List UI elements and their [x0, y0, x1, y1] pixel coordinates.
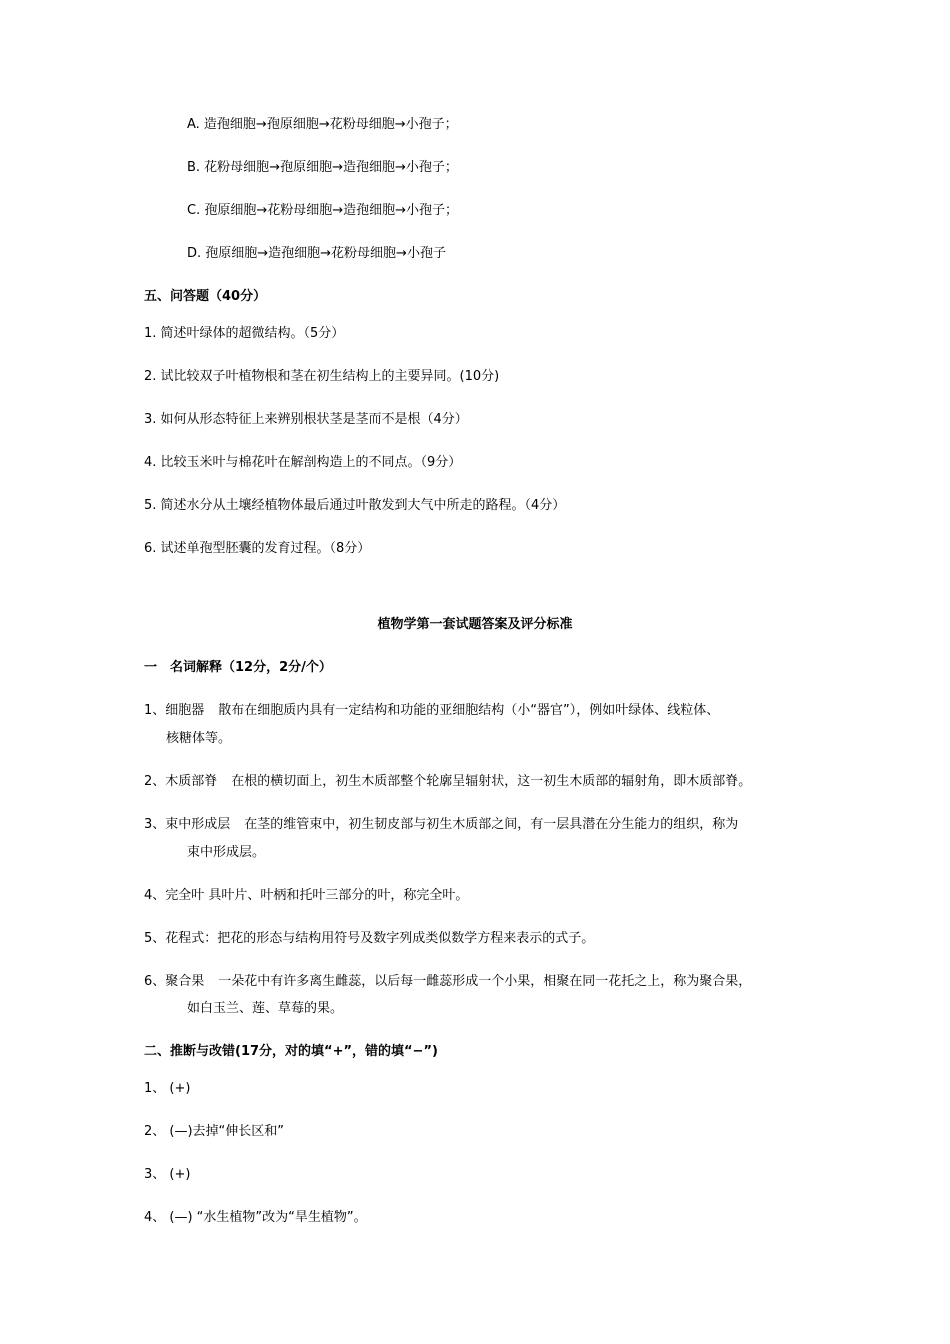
- option-c: C. 孢原细胞→花粉母细胞→造孢细胞→小孢子；: [187, 203, 459, 218]
- answer-term-3-cont: 束中形成层。: [187, 845, 266, 860]
- answers-title: 植物学第一套试题答案及评分标准: [377, 617, 573, 632]
- question-4: 4. 比较玉米叶与棉花叶在解剖构造上的不同点。（9分）: [144, 455, 462, 470]
- term-label: 3、束中形成层: [144, 817, 231, 832]
- answer-term-1: [144, 702, 719, 720]
- answer-term-4: [144, 887, 468, 905]
- term-definition: 具叶片、叶柄和托叶三部分的叶，称完全叶。: [208, 888, 469, 903]
- term-definition: 把花的形态与结构用符号及数字列成类似数学方程来表示的式子。: [217, 931, 595, 946]
- term-label: 1、细胞器: [144, 703, 205, 718]
- question-2: 2. 试比较双子叶植物根和茎在初生结构上的主要异同。(10分): [144, 369, 500, 384]
- section-heading-judge: 二、推断与改错(17分，对的填“+”，错的填“−”): [144, 1044, 438, 1059]
- term-label: 2、木质部脊: [144, 774, 218, 789]
- option-b: B. 花粉母细胞→孢原细胞→造孢细胞→小孢子；: [187, 160, 458, 175]
- term-definition: 在茎的维管束中，初生韧皮部与初生木质部之间，有一层具潜在分生能力的组织，称为: [244, 817, 739, 832]
- term-label: 5、花程式：: [144, 931, 218, 946]
- answer-term-2: [144, 773, 751, 791]
- option-d: D. 孢原细胞→造孢细胞→花粉母细胞→小孢子: [187, 246, 446, 261]
- term-definition: 一朵花中有许多离生雌蕊，以后每一雌蕊形成一个小果，相聚在同一花托之上，称为聚合果，: [218, 974, 752, 989]
- term-label: 4、完全叶: [144, 888, 205, 903]
- answer-term-1-cont: 核糖体等。: [166, 731, 232, 746]
- judge-answer-2: 2、 (—)去掉“伸长区和”: [144, 1124, 285, 1139]
- question-6: 6. 试述单孢型胚囊的发育过程。（8分）: [144, 541, 371, 556]
- answer-term-3: [144, 816, 738, 834]
- term-label: 6、聚合果: [144, 974, 205, 989]
- answer-term-5: [144, 930, 594, 948]
- section-heading-qa: 五、问答题（40分）: [144, 289, 267, 304]
- question-5: 5. 简述水分从土壤经植物体最后通过叶散发到大气中所走的路程。（4分）: [144, 498, 566, 513]
- question-3: 3. 如何从形态特征上来辨别根状茎是茎而不是根（4分）: [144, 412, 468, 427]
- judge-answer-1: 1、 (+): [144, 1081, 191, 1096]
- answer-term-6-cont: 如白玉兰、莲、草莓的果。: [187, 1001, 344, 1016]
- answer-term-6: [144, 973, 751, 991]
- question-1: 1. 简述叶绿体的超微结构。（5分）: [144, 326, 345, 341]
- section-heading-terms: 一 名词解释（12分，2分/个）: [144, 660, 332, 675]
- term-definition: 在根的横切面上，初生木质部整个轮廓呈辐射状，这一初生木质部的辐射角，即木质部脊。: [231, 774, 752, 789]
- option-a: A. 造孢细胞→孢原细胞→花粉母细胞→小孢子；: [187, 117, 458, 132]
- judge-answer-4: 4、 (—) “水生植物”改为“旱生植物”。: [144, 1210, 367, 1225]
- judge-answer-3: 3、 (+): [144, 1167, 191, 1182]
- term-definition: 散布在细胞质内具有一定结构和功能的亚细胞结构（小“器官”），例如叶绿体、线粒体、: [218, 703, 720, 718]
